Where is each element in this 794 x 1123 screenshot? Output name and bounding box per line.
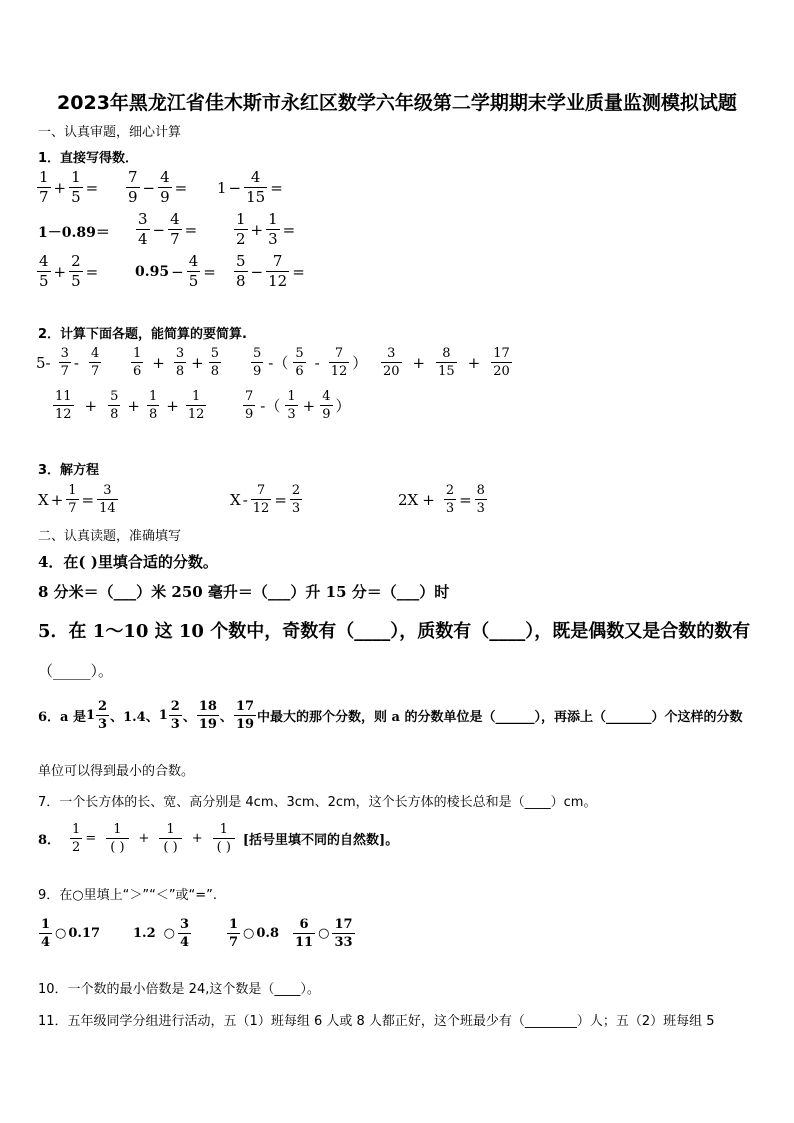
q1-item-7: $\frac{4}{5}$ + $\frac{2}{5}$ =: [39, 252, 99, 290]
q2-item-2: $\frac{1}{6}$ + $\frac{3}{8}$ + $\frac{5}{8}$: [133, 346, 219, 379]
circle-blank[interactable]: ○: [243, 926, 255, 941]
q2-item-5: $\frac{11}{12}$ + $\frac{5}{8}$ + $\frac{1}{8}$ + $\frac{1}{12}$: [55, 389, 205, 422]
question-9-label: 9．在○里填上“＞”“＜”或“=”.: [38, 888, 218, 903]
q9-item-1: $\frac{1}{4}$ ○ 0.17: [41, 917, 101, 950]
q1-item-9: $\frac{5}{8}$ − $\frac{7}{12}$ =: [236, 252, 305, 290]
fraction: $\frac{4}{9}$: [160, 168, 170, 206]
q1-item-8: 0.95 − $\frac{4}{5}$ =: [135, 252, 216, 290]
fraction: $\frac{1}{3}$: [268, 210, 278, 248]
q1-item-5: $\frac{3}{4}$ − $\frac{4}{7}$ =: [138, 210, 198, 248]
circle-blank[interactable]: ○: [163, 926, 175, 941]
fraction: $\frac{7}{9}$: [128, 168, 138, 206]
page-title: 2023年黑龙江省佳木斯市永红区数学六年级第二学期期末学业质量监测模拟试题: [57, 92, 737, 114]
question-6-line-1: 6．a 是 1 $\frac{2}{3}$ 、1.4、 1 $\frac{2}{3}$ 、 $\frac{18}{19}$ 、 $\frac{17}{19}$ 中最大的那个分数，则 a 的分数单位是（______），再添上（_______）个这样的分数: [38, 699, 743, 732]
fraction: $\frac{4}{5}$: [39, 252, 49, 290]
q3-equation-1: X + $\frac{1}{7}$ = $\frac{3}{14}$: [38, 483, 116, 516]
fraction: $\frac{3}{4}$: [138, 210, 148, 248]
section-2-heading: 二、认真读题，准确填写: [38, 529, 182, 544]
circle-blank[interactable]: ○: [55, 926, 67, 941]
circle-blank[interactable]: ○: [318, 926, 330, 941]
q1-item-6: $\frac{1}{2}$ + $\frac{1}{3}$ =: [236, 210, 296, 248]
q1-item-1: $\frac{1}{7}$ + $\frac{1}{5}$ =: [39, 168, 99, 206]
q2-item-6: $\frac{7}{9}$ -（ $\frac{1}{3}$ + $\frac{4}{9}$ ）: [245, 389, 351, 422]
fraction: $\frac{1}{2}$: [236, 210, 246, 248]
q2-item-3: $\frac{5}{9}$ -（ $\frac{5}{6}$ - $\frac{7}{12}$ ）: [253, 346, 368, 379]
question-2-label: 2．计算下面各题，能简算的要简算.: [38, 327, 247, 342]
question-5-line-2: （_____）。: [38, 662, 114, 680]
q3-equation-3: 2X + $\frac{2}{3}$ = $\frac{8}{3}$: [398, 483, 485, 516]
question-5-line-1: 5．在 1～10 这 10 个数中，奇数有（____），质数有（____），既是偶数又是合数的数有: [38, 621, 751, 642]
q1-item-3: 1 − $\frac{4}{15}$ =: [217, 168, 283, 206]
fraction: $\frac{4}{15}$: [246, 168, 266, 206]
question-4-label: 4．在( )里填合适的分数。: [38, 553, 218, 571]
question-4-line: 8 分米＝（___）米 250 毫升＝（___）升 15 分＝（___）时: [38, 583, 450, 601]
question-3-label: 3．解方程: [38, 463, 100, 478]
q2-item-1: 5- $\frac{3}{7}$ - $\frac{4}{7}$: [36, 346, 100, 379]
q9-item-4: $\frac{6}{11}$ ○ $\frac{17}{33}$: [295, 917, 353, 950]
section-1-heading: 一、认真审题，细心计算: [38, 125, 182, 140]
question-11: 11．五年级同学分组进行活动，五（1）班每组 6 人或 8 人都正好，这个班最少有（________）人；五（2）班每组 5: [38, 1014, 715, 1029]
fraction: $\frac{1}{5}$: [71, 168, 81, 206]
q1-item-2: $\frac{7}{9}$ − $\frac{4}{9}$ =: [128, 168, 188, 206]
fraction: $\frac{5}{8}$: [236, 252, 246, 290]
fraction: $\frac{1}{7}$: [39, 168, 49, 206]
question-8: 8． $\frac{1}{2}$ = $\frac{1}{( )}$ + $\frac{1}{( )}$ + $\frac{1}{( )}$ [括号里填不同的自然数]。: [38, 822, 399, 855]
question-10: 10．一个数的最小倍数是 24,这个数是（____）。: [38, 982, 320, 997]
q9-item-2: 1.2 ○ $\frac{3}{4}$: [133, 917, 190, 950]
fraction: $\frac{7}{12}$: [268, 252, 288, 290]
fraction: $\frac{2}{5}$: [71, 252, 81, 290]
fraction: $\frac{4}{5}$: [188, 252, 199, 290]
question-6-line-2: 单位可以得到最小的合数。: [38, 764, 195, 779]
q9-item-3: $\frac{1}{7}$ ○ 0.8: [229, 917, 280, 950]
question-7: 7．一个长方体的长、宽、高分别是 4cm、3cm、2cm，这个长方体的棱长总和是（____）cm。: [38, 795, 597, 810]
q2-item-4: $\frac{3}{20}$ + $\frac{8}{15}$ + $\frac{17}{20}$: [383, 346, 510, 379]
q3-equation-2: X - $\frac{7}{12}$ = $\frac{2}{3}$: [230, 483, 301, 516]
q1-item-4: 1－0.89＝: [38, 225, 110, 241]
fraction: $\frac{4}{7}$: [170, 210, 180, 248]
question-1-label: 1．直接写得数．: [38, 151, 139, 166]
